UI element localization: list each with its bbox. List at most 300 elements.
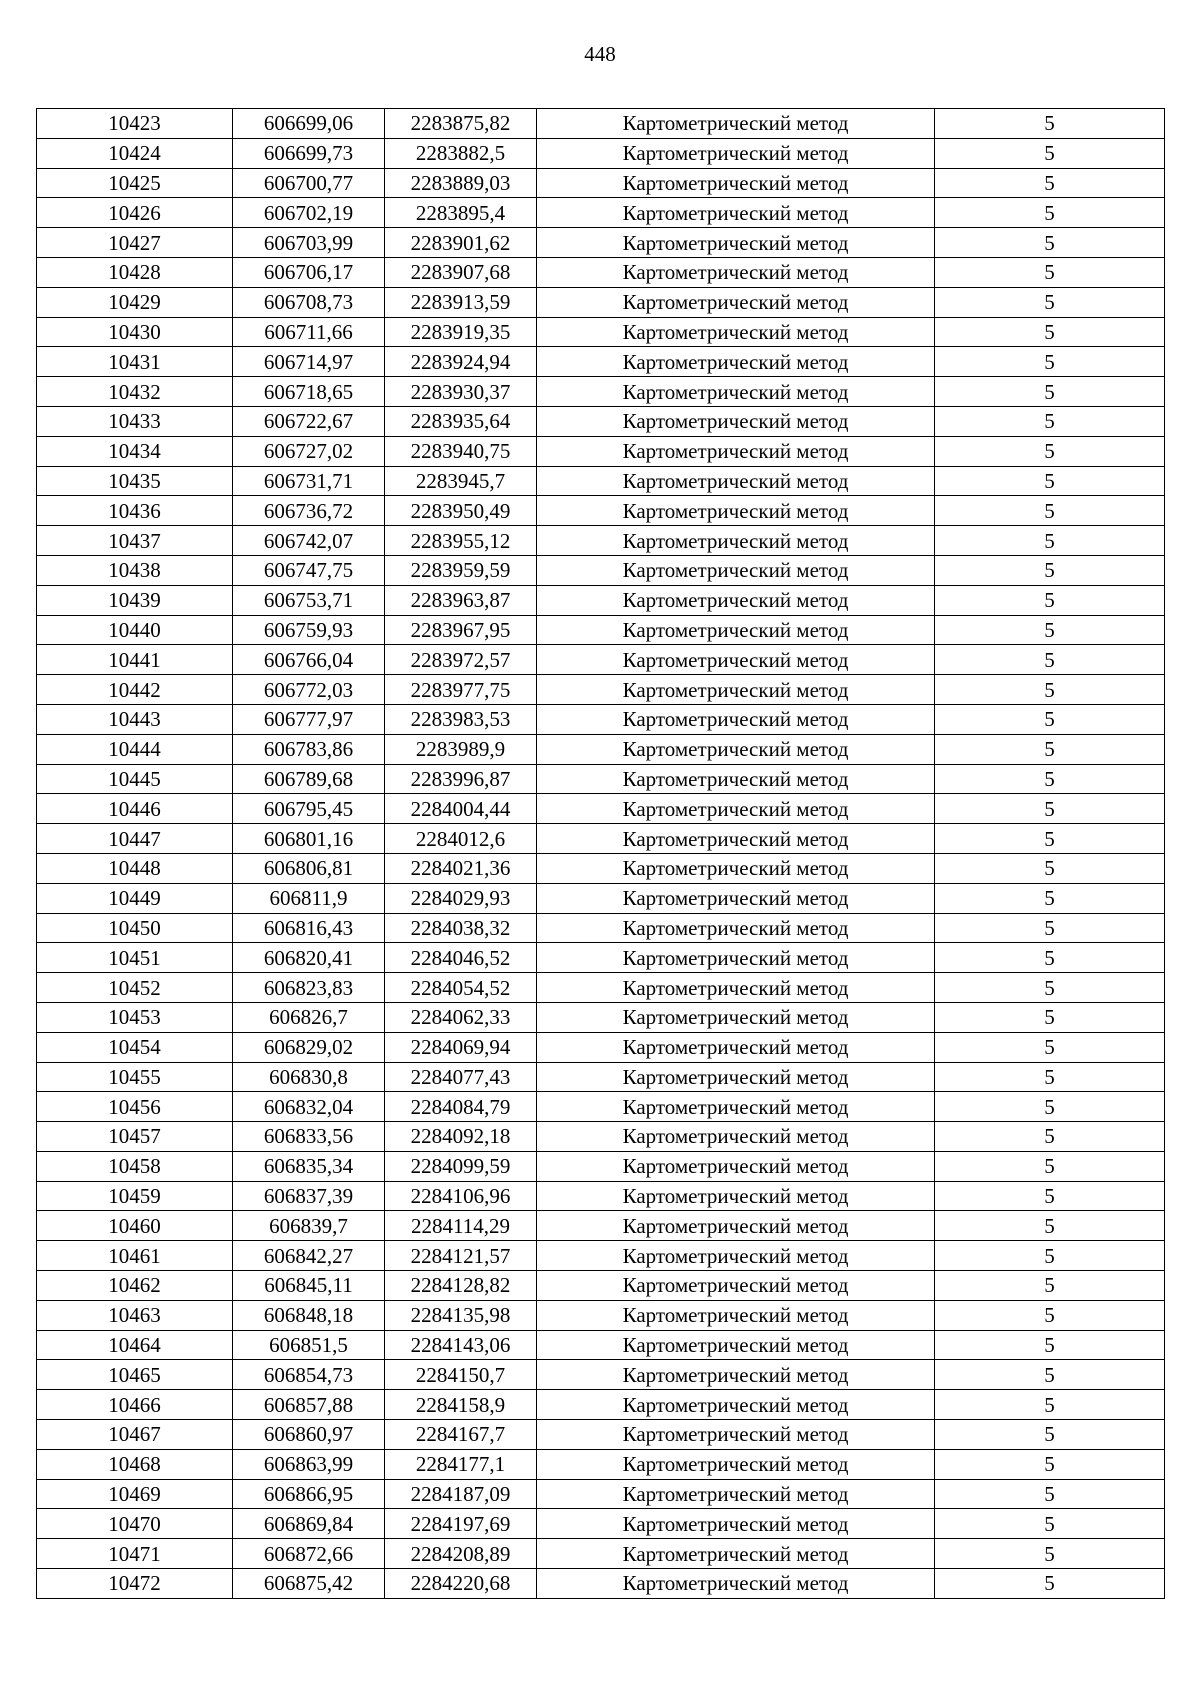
x-coordinate-cell: 606845,11 [233,1271,385,1301]
x-coordinate-cell: 606708,73 [233,287,385,317]
method-cell: Картометрический метод [537,198,935,228]
table-row [37,675,1165,705]
x-coordinate-cell: 606753,71 [233,585,385,615]
point-number-cell: 10425 [37,168,233,198]
x-coordinate-cell: 606872,66 [233,1539,385,1569]
point-number-cell: 10431 [37,347,233,377]
y-coordinate-cell: 2283913,59 [385,287,537,317]
accuracy-cell: 5 [935,466,1165,496]
y-coordinate-cell: 2284197,69 [385,1509,537,1539]
y-coordinate-cell: 2284062,33 [385,1002,537,1032]
point-number-cell: 10426 [37,198,233,228]
point-number-cell: 10460 [37,1211,233,1241]
x-coordinate-cell: 606699,06 [233,109,385,139]
method-cell: Картометрический метод [537,1539,935,1569]
x-coordinate-cell: 606703,99 [233,228,385,258]
point-number-cell: 10449 [37,883,233,913]
method-cell: Картометрический метод [537,109,935,139]
x-coordinate-cell: 606869,84 [233,1509,385,1539]
table-row [37,1151,1165,1181]
method-cell: Картометрический метод [537,1330,935,1360]
point-number-cell: 10447 [37,824,233,854]
table-row [37,1271,1165,1301]
table-row [37,1569,1165,1599]
table-row [37,853,1165,883]
method-cell: Картометрический метод [537,1509,935,1539]
point-number-cell: 10454 [37,1032,233,1062]
y-coordinate-cell: 2283901,62 [385,228,537,258]
accuracy-cell: 5 [935,1122,1165,1152]
method-cell: Картометрический метод [537,168,935,198]
table-row [37,1360,1165,1390]
accuracy-cell: 5 [935,436,1165,466]
point-number-cell: 10466 [37,1390,233,1420]
y-coordinate-cell: 2283955,12 [385,526,537,556]
y-coordinate-cell: 2283940,75 [385,436,537,466]
x-coordinate-cell: 606783,86 [233,734,385,764]
method-cell: Картометрический метод [537,555,935,585]
method-cell: Картометрический метод [537,615,935,645]
point-number-cell: 10432 [37,377,233,407]
accuracy-cell: 5 [935,824,1165,854]
point-number-cell: 10468 [37,1449,233,1479]
coordinates-table [36,108,1165,1599]
point-number-cell: 10456 [37,1092,233,1122]
x-coordinate-cell: 606722,67 [233,406,385,436]
y-coordinate-cell: 2284135,98 [385,1300,537,1330]
point-number-cell: 10446 [37,794,233,824]
table-row [37,824,1165,854]
method-cell: Картометрический метод [537,1062,935,1092]
accuracy-cell: 5 [935,555,1165,585]
x-coordinate-cell: 606706,17 [233,257,385,287]
point-number-cell: 10457 [37,1122,233,1152]
accuracy-cell: 5 [935,1062,1165,1092]
x-coordinate-cell: 606832,04 [233,1092,385,1122]
method-cell: Картометрический метод [537,764,935,794]
method-cell: Картометрический метод [537,347,935,377]
method-cell: Картометрический метод [537,1211,935,1241]
table-row [37,287,1165,317]
accuracy-cell: 5 [935,1271,1165,1301]
accuracy-cell: 5 [935,1390,1165,1420]
y-coordinate-cell: 2283959,59 [385,555,537,585]
point-number-cell: 10459 [37,1181,233,1211]
method-cell: Картометрический метод [537,406,935,436]
accuracy-cell: 5 [935,615,1165,645]
method-cell: Картометрический метод [537,1271,935,1301]
accuracy-cell: 5 [935,1569,1165,1599]
method-cell: Картометрический метод [537,1032,935,1062]
x-coordinate-cell: 606866,95 [233,1479,385,1509]
point-number-cell: 10436 [37,496,233,526]
accuracy-cell: 5 [935,1449,1165,1479]
accuracy-cell: 5 [935,1151,1165,1181]
accuracy-cell: 5 [935,764,1165,794]
method-cell: Картометрический метод [537,466,935,496]
method-cell: Картометрический метод [537,913,935,943]
table-row [37,168,1165,198]
accuracy-cell: 5 [935,883,1165,913]
table-row [37,585,1165,615]
accuracy-cell: 5 [935,198,1165,228]
table-row [37,1092,1165,1122]
page-number: 448 [584,42,616,66]
point-number-cell: 10453 [37,1002,233,1032]
accuracy-cell: 5 [935,317,1165,347]
y-coordinate-cell: 2283895,4 [385,198,537,228]
table-row [37,138,1165,168]
y-coordinate-cell: 2283882,5 [385,138,537,168]
table-row [37,943,1165,973]
point-number-cell: 10442 [37,675,233,705]
accuracy-cell: 5 [935,109,1165,139]
x-coordinate-cell: 606702,19 [233,198,385,228]
point-number-cell: 10472 [37,1569,233,1599]
accuracy-cell: 5 [935,1181,1165,1211]
point-number-cell: 10458 [37,1151,233,1181]
y-coordinate-cell: 2283963,87 [385,585,537,615]
x-coordinate-cell: 606851,5 [233,1330,385,1360]
point-number-cell: 10444 [37,734,233,764]
y-coordinate-cell: 2284177,1 [385,1449,537,1479]
y-coordinate-cell: 2283945,7 [385,466,537,496]
method-cell: Картометрический метод [537,228,935,258]
table-row [37,1062,1165,1092]
method-cell: Картометрический метод [537,1151,935,1181]
x-coordinate-cell: 606833,56 [233,1122,385,1152]
y-coordinate-cell: 2284012,6 [385,824,537,854]
method-cell: Картометрический метод [537,1181,935,1211]
method-cell: Картометрический метод [537,645,935,675]
x-coordinate-cell: 606823,83 [233,973,385,1003]
y-coordinate-cell: 2283907,68 [385,257,537,287]
method-cell: Картометрический метод [537,257,935,287]
point-number-cell: 10450 [37,913,233,943]
point-number-cell: 10445 [37,764,233,794]
point-number-cell: 10462 [37,1271,233,1301]
method-cell: Картометрический метод [537,1002,935,1032]
point-number-cell: 10434 [37,436,233,466]
method-cell: Картометрический метод [537,287,935,317]
x-coordinate-cell: 606826,7 [233,1002,385,1032]
x-coordinate-cell: 606842,27 [233,1241,385,1271]
y-coordinate-cell: 2284046,52 [385,943,537,973]
method-cell: Картометрический метод [537,853,935,883]
x-coordinate-cell: 606759,93 [233,615,385,645]
method-cell: Картометрический метод [537,1241,935,1271]
accuracy-cell: 5 [935,1241,1165,1271]
x-coordinate-cell: 606863,99 [233,1449,385,1479]
table-row [37,615,1165,645]
point-number-cell: 10424 [37,138,233,168]
accuracy-cell: 5 [935,1002,1165,1032]
y-coordinate-cell: 2284029,93 [385,883,537,913]
method-cell: Картометрический метод [537,973,935,1003]
table-row [37,764,1165,794]
y-coordinate-cell: 2283930,37 [385,377,537,407]
method-cell: Картометрический метод [537,1420,935,1450]
accuracy-cell: 5 [935,913,1165,943]
point-number-cell: 10430 [37,317,233,347]
y-coordinate-cell: 2284114,29 [385,1211,537,1241]
accuracy-cell: 5 [935,1300,1165,1330]
y-coordinate-cell: 2283977,75 [385,675,537,705]
accuracy-cell: 5 [935,853,1165,883]
x-coordinate-cell: 606718,65 [233,377,385,407]
point-number-cell: 10455 [37,1062,233,1092]
accuracy-cell: 5 [935,526,1165,556]
table-row [37,1479,1165,1509]
x-coordinate-cell: 606777,97 [233,704,385,734]
method-cell: Картометрический метод [537,436,935,466]
y-coordinate-cell: 2283875,82 [385,109,537,139]
table-row [37,526,1165,556]
x-coordinate-cell: 606857,88 [233,1390,385,1420]
point-number-cell: 10469 [37,1479,233,1509]
accuracy-cell: 5 [935,228,1165,258]
table-row [37,347,1165,377]
y-coordinate-cell: 2283924,94 [385,347,537,377]
table-row [37,377,1165,407]
point-number-cell: 10461 [37,1241,233,1271]
point-number-cell: 10428 [37,257,233,287]
x-coordinate-cell: 606711,66 [233,317,385,347]
table-row [37,228,1165,258]
table-row [37,1181,1165,1211]
method-cell: Картометрический метод [537,526,935,556]
accuracy-cell: 5 [935,645,1165,675]
y-coordinate-cell: 2283996,87 [385,764,537,794]
y-coordinate-cell: 2284150,7 [385,1360,537,1390]
point-number-cell: 10440 [37,615,233,645]
x-coordinate-cell: 606875,42 [233,1569,385,1599]
y-coordinate-cell: 2284099,59 [385,1151,537,1181]
accuracy-cell: 5 [935,138,1165,168]
x-coordinate-cell: 606820,41 [233,943,385,973]
accuracy-cell: 5 [935,1032,1165,1062]
table-row [37,198,1165,228]
table-row [37,794,1165,824]
x-coordinate-cell: 606839,7 [233,1211,385,1241]
table-row [37,466,1165,496]
x-coordinate-cell: 606829,02 [233,1032,385,1062]
table-row [37,883,1165,913]
x-coordinate-cell: 606860,97 [233,1420,385,1450]
method-cell: Картометрический метод [537,1449,935,1479]
point-number-cell: 10433 [37,406,233,436]
point-number-cell: 10463 [37,1300,233,1330]
y-coordinate-cell: 2283935,64 [385,406,537,436]
table-row [37,109,1165,139]
y-coordinate-cell: 2284004,44 [385,794,537,824]
y-coordinate-cell: 2284069,94 [385,1032,537,1062]
accuracy-cell: 5 [935,1420,1165,1450]
method-cell: Картометрический метод [537,138,935,168]
table-row [37,406,1165,436]
y-coordinate-cell: 2284021,36 [385,853,537,883]
point-number-cell: 10437 [37,526,233,556]
table-row [37,704,1165,734]
x-coordinate-cell: 606772,03 [233,675,385,705]
x-coordinate-cell: 606742,07 [233,526,385,556]
accuracy-cell: 5 [935,1479,1165,1509]
x-coordinate-cell: 606747,75 [233,555,385,585]
accuracy-cell: 5 [935,1330,1165,1360]
accuracy-cell: 5 [935,257,1165,287]
accuracy-cell: 5 [935,943,1165,973]
method-cell: Картометрический метод [537,734,935,764]
x-coordinate-cell: 606699,73 [233,138,385,168]
table-row [37,1241,1165,1271]
y-coordinate-cell: 2284121,57 [385,1241,537,1271]
table-row [37,555,1165,585]
point-number-cell: 10435 [37,466,233,496]
x-coordinate-cell: 606766,04 [233,645,385,675]
y-coordinate-cell: 2284077,43 [385,1062,537,1092]
y-coordinate-cell: 2283889,03 [385,168,537,198]
accuracy-cell: 5 [935,734,1165,764]
method-cell: Картометрический метод [537,1300,935,1330]
table-row [37,645,1165,675]
x-coordinate-cell: 606789,68 [233,764,385,794]
table-row [37,317,1165,347]
x-coordinate-cell: 606736,72 [233,496,385,526]
coordinates-table-body [37,109,1165,1599]
table-row [37,1032,1165,1062]
table-row [37,1539,1165,1569]
point-number-cell: 10451 [37,943,233,973]
accuracy-cell: 5 [935,794,1165,824]
accuracy-cell: 5 [935,287,1165,317]
point-number-cell: 10467 [37,1420,233,1450]
method-cell: Картометрический метод [537,1360,935,1390]
x-coordinate-cell: 606727,02 [233,436,385,466]
method-cell: Картометрический метод [537,824,935,854]
y-coordinate-cell: 2284054,52 [385,973,537,1003]
point-number-cell: 10448 [37,853,233,883]
accuracy-cell: 5 [935,1211,1165,1241]
x-coordinate-cell: 606816,43 [233,913,385,943]
table-row [37,1390,1165,1420]
table-row [37,1300,1165,1330]
table-row [37,1002,1165,1032]
point-number-cell: 10429 [37,287,233,317]
x-coordinate-cell: 606837,39 [233,1181,385,1211]
accuracy-cell: 5 [935,675,1165,705]
accuracy-cell: 5 [935,973,1165,1003]
y-coordinate-cell: 2284167,7 [385,1420,537,1450]
table-row [37,973,1165,1003]
method-cell: Картометрический метод [537,377,935,407]
accuracy-cell: 5 [935,1360,1165,1390]
x-coordinate-cell: 606835,34 [233,1151,385,1181]
point-number-cell: 10441 [37,645,233,675]
method-cell: Картометрический метод [537,1479,935,1509]
point-number-cell: 10423 [37,109,233,139]
table-row [37,1509,1165,1539]
method-cell: Картометрический метод [537,496,935,526]
table-row [37,1211,1165,1241]
point-number-cell: 10470 [37,1509,233,1539]
y-coordinate-cell: 2283950,49 [385,496,537,526]
accuracy-cell: 5 [935,377,1165,407]
x-coordinate-cell: 606700,77 [233,168,385,198]
table-row [37,1449,1165,1479]
method-cell: Картометрический метод [537,585,935,615]
y-coordinate-cell: 2283967,95 [385,615,537,645]
accuracy-cell: 5 [935,1509,1165,1539]
point-number-cell: 10427 [37,228,233,258]
x-coordinate-cell: 606811,9 [233,883,385,913]
y-coordinate-cell: 2284143,06 [385,1330,537,1360]
y-coordinate-cell: 2284106,96 [385,1181,537,1211]
method-cell: Картометрический метод [537,675,935,705]
accuracy-cell: 5 [935,168,1165,198]
table-row [37,496,1165,526]
x-coordinate-cell: 606801,16 [233,824,385,854]
accuracy-cell: 5 [935,347,1165,377]
table-row [37,257,1165,287]
accuracy-cell: 5 [935,496,1165,526]
x-coordinate-cell: 606830,8 [233,1062,385,1092]
x-coordinate-cell: 606795,45 [233,794,385,824]
method-cell: Картометрический метод [537,1390,935,1420]
method-cell: Картометрический метод [537,317,935,347]
accuracy-cell: 5 [935,704,1165,734]
method-cell: Картометрический метод [537,1122,935,1152]
accuracy-cell: 5 [935,1539,1165,1569]
y-coordinate-cell: 2284128,82 [385,1271,537,1301]
y-coordinate-cell: 2283972,57 [385,645,537,675]
point-number-cell: 10443 [37,704,233,734]
y-coordinate-cell: 2284092,18 [385,1122,537,1152]
method-cell: Картометрический метод [537,1092,935,1122]
y-coordinate-cell: 2284220,68 [385,1569,537,1599]
y-coordinate-cell: 2283989,9 [385,734,537,764]
accuracy-cell: 5 [935,585,1165,615]
y-coordinate-cell: 2284208,89 [385,1539,537,1569]
method-cell: Картометрический метод [537,1569,935,1599]
y-coordinate-cell: 2284084,79 [385,1092,537,1122]
point-number-cell: 10452 [37,973,233,1003]
x-coordinate-cell: 606854,73 [233,1360,385,1390]
y-coordinate-cell: 2283919,35 [385,317,537,347]
accuracy-cell: 5 [935,1092,1165,1122]
y-coordinate-cell: 2284158,9 [385,1390,537,1420]
x-coordinate-cell: 606806,81 [233,853,385,883]
method-cell: Картометрический метод [537,943,935,973]
table-row [37,1330,1165,1360]
method-cell: Картометрический метод [537,704,935,734]
point-number-cell: 10464 [37,1330,233,1360]
x-coordinate-cell: 606848,18 [233,1300,385,1330]
x-coordinate-cell: 606731,71 [233,466,385,496]
table-row [37,436,1165,466]
y-coordinate-cell: 2283983,53 [385,704,537,734]
x-coordinate-cell: 606714,97 [233,347,385,377]
method-cell: Картометрический метод [537,883,935,913]
point-number-cell: 10439 [37,585,233,615]
point-number-cell: 10471 [37,1539,233,1569]
table-row [37,1420,1165,1450]
accuracy-cell: 5 [935,406,1165,436]
table-row [37,734,1165,764]
table-row [37,913,1165,943]
table-row [37,1122,1165,1152]
y-coordinate-cell: 2284038,32 [385,913,537,943]
method-cell: Картометрический метод [537,794,935,824]
